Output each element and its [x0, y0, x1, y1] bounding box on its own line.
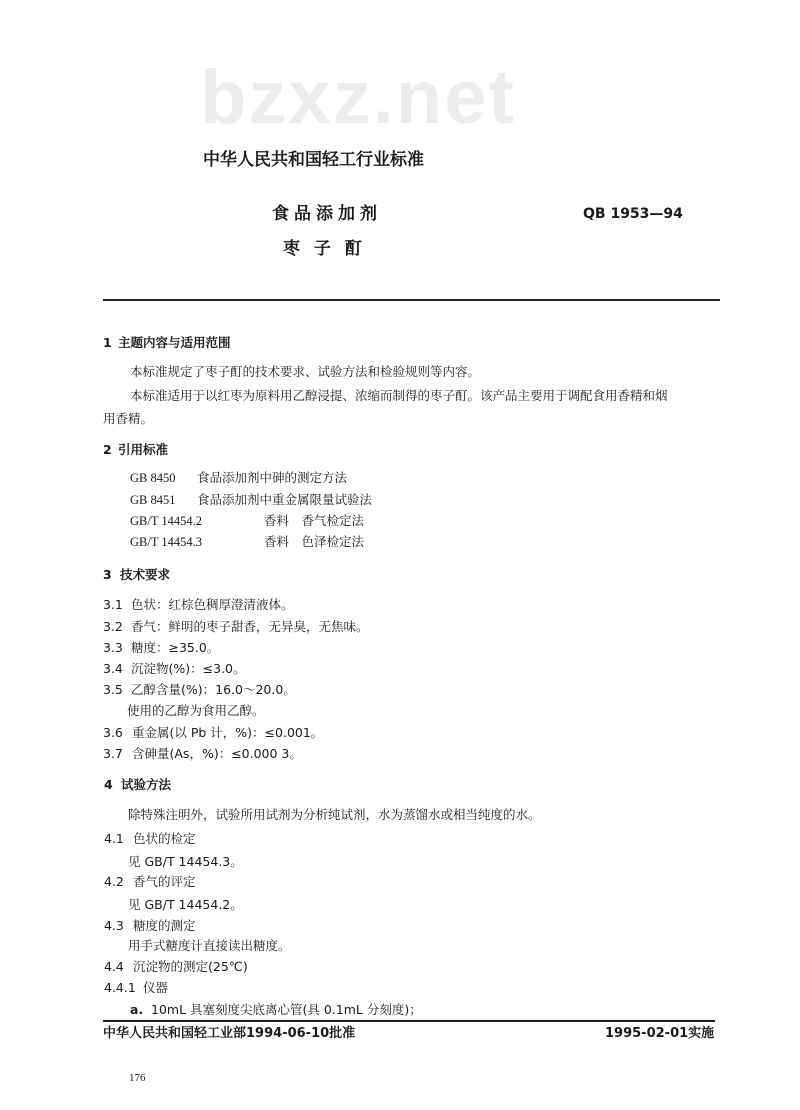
ref-name: 香料 香气检定法 [264, 513, 365, 528]
clause-text: 见 GB/T 14454.3。 [128, 854, 243, 869]
ref-code: GB/T 14454.3 [130, 535, 202, 549]
clause-title: 糖度的测定 [133, 918, 196, 933]
ref-name: 食品添加剂中砷的测定方法 [197, 470, 348, 485]
clause-number: 4.4.1 [104, 980, 136, 995]
clause-number: 3.5 [103, 682, 123, 697]
section-2-title: 引用标准 [118, 442, 169, 457]
doc-title-line1: 食品添加剂 [272, 204, 382, 224]
list-label: a. [130, 1002, 144, 1017]
watermark: bzxz.net [200, 55, 516, 140]
clause-text: 含砷量(As，%)：≤0.000 3。 [132, 746, 302, 761]
footer-rule [103, 1020, 715, 1022]
paragraph: 本标准适用于以红枣为原料用乙醇浸提、浓缩而制得的枣子酊。该产品主要用于调配食用香精和烟 [130, 388, 668, 403]
list-text: 10mL 具塞刻度尖底离心管(具 0.1mL 分刻度)； [151, 1002, 422, 1017]
clause-text: 沉淀物(%)：≤3.0。 [131, 661, 246, 676]
doc-title-line2: 枣 子 酊 [283, 239, 366, 259]
paragraph: 本标准规定了枣子酊的技术要求、试验方法和检验规则等内容。 [130, 364, 481, 379]
clause-number: 3.6 [103, 725, 123, 740]
clause-text: 见 GB/T 14454.2。 [128, 897, 243, 912]
ref-code: GB 8451 [130, 493, 176, 507]
page-number: 176 [129, 1072, 146, 1084]
section-3-number: 3 [103, 567, 112, 582]
issuing-body: 中华人民共和国轻工行业标准 [203, 150, 424, 170]
clause-number: 4.2 [104, 874, 124, 889]
ref-code: GB/T 14454.2 [130, 514, 202, 528]
clause-text: 色状：红棕色稠厚澄清液体。 [131, 597, 294, 612]
section-2-number: 2 [103, 442, 112, 457]
clause-text: 香气：鲜明的枣子甜香，无异臭，无焦味。 [131, 619, 369, 634]
ref-name: 食品添加剂中重金属限量试验法 [197, 492, 373, 507]
clause-number: 4.4 [104, 959, 124, 974]
clause-title: 色状的检定 [133, 831, 196, 846]
header-rule [103, 299, 720, 301]
clause-title: 仪器 [143, 980, 169, 995]
clause-number: 3.7 [103, 746, 123, 761]
section-4-number: 4 [104, 777, 113, 792]
clause-text: 用手式糖度计直接读出糖度。 [128, 938, 291, 953]
section-4-title: 试验方法 [121, 777, 172, 792]
clause-text: 使用的乙醇为食用乙醇。 [127, 703, 265, 718]
clause-number: 3.3 [103, 640, 123, 655]
clause-number: 4.1 [104, 831, 124, 846]
paragraph: 用香精。 [103, 411, 154, 426]
effective-date: 1995-02-01实施 [605, 1026, 715, 1041]
section-1-number: 1 [103, 335, 112, 350]
section-1-title: 主题内容与适用范围 [118, 335, 231, 350]
section-3-title: 技术要求 [120, 567, 171, 582]
clause-number: 3.2 [103, 619, 123, 634]
clause-title: 沉淀物的测定(25℃) [133, 959, 248, 974]
clause-text: 重金属(以 Pb 计，%)：≤0.001。 [132, 725, 324, 740]
clause-number: 3.1 [103, 597, 123, 612]
clause-number: 4.3 [104, 918, 124, 933]
clause-text: 糖度：≥35.0。 [131, 640, 220, 655]
clause-title: 香气的评定 [133, 874, 196, 889]
standard-code: QB 1953—94 [583, 206, 683, 222]
ref-code: GB 8450 [130, 471, 176, 485]
clause-number: 3.4 [103, 661, 123, 676]
paragraph: 除特殊注明外，试验所用试剂为分析纯试剂，水为蒸馏水或相当纯度的水。 [128, 807, 541, 822]
approval-info: 中华人民共和国轻工业部1994-06-10批准 [103, 1026, 356, 1041]
clause-text: 乙醇含量(%)：16.0～20.0。 [131, 682, 296, 697]
ref-name: 香料 色泽检定法 [264, 534, 365, 549]
